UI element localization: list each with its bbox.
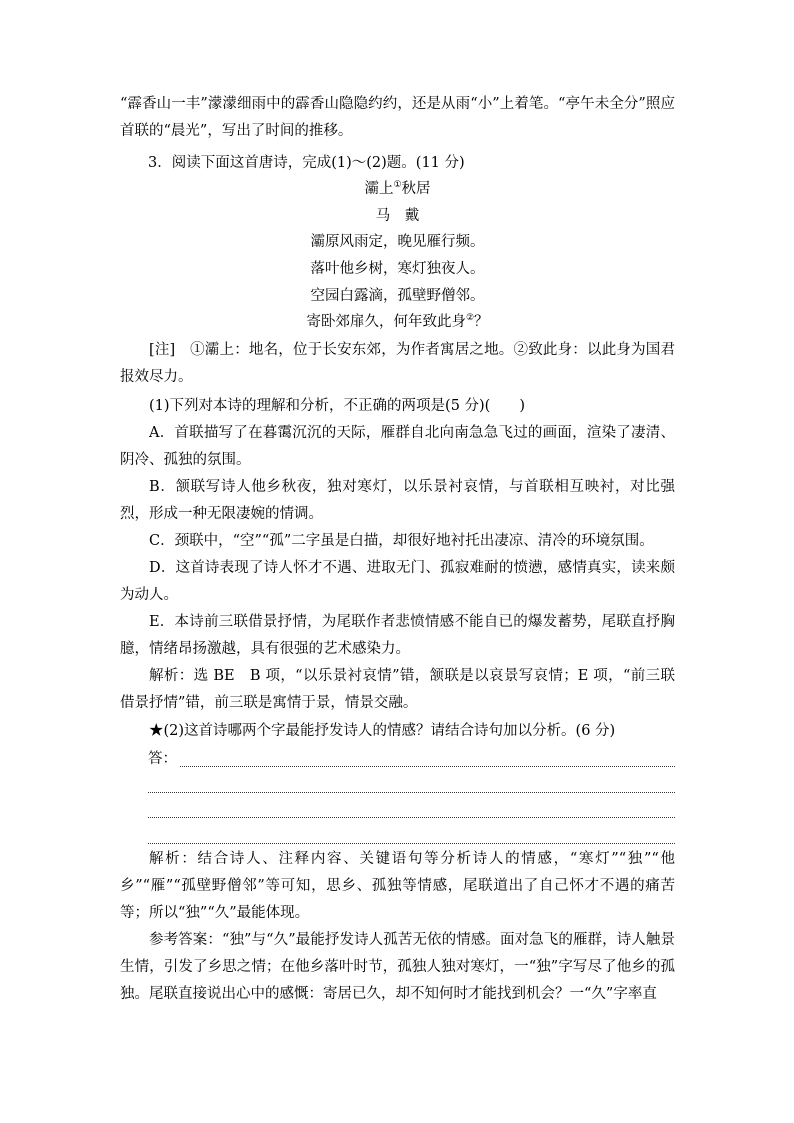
q1-option-c: C．颈联中，“空”“孤”二字虽是白描，却很好地衬托出凄凉、清冷的环境氛围。	[149, 533, 654, 549]
footnote-1-marker: ①	[393, 180, 402, 191]
poem-line: 灞原风雨定，晚见雁行频。	[310, 234, 485, 250]
answer-line[interactable]	[180, 766, 675, 767]
continued-line-2: 照应首联的“晨光”，写出了时间的推移。	[120, 96, 675, 139]
answer-label: 答：	[148, 751, 177, 767]
poem-note: [注] ①灞上：地名，位于长安东郊，为作者寓居之地。②致此身：以此身为国君报效尽力。	[120, 342, 675, 385]
poem-author: 马 戴	[375, 208, 420, 224]
question-3-header: 3．阅读下面这首唐诗，完成(1)～(2)题。(11 分)	[148, 155, 465, 171]
footnote-2-marker: ②	[465, 313, 475, 324]
q1-option-e: E．本诗前三联借景抒情，为尾联作者悲愤情感不能自已的爆发蓄势，尾联直抒胸臆，情绪昂扬激越，具有很强的艺术感染力。	[120, 614, 675, 657]
q1-analysis: 解析：选 BE B 项，“以乐景衬哀情”错，颔联是以哀景写哀情；E 项，“前三联借景抒情”错，前三联是寓情于景，情景交融。	[120, 668, 675, 711]
poem-line: 空园白露滴，孤壁野僧邻。	[310, 288, 485, 304]
q2-reference-answer: 参考答案：“独”与“久”最能抒发诗人孤苦无依的情感。面对急飞的雁群，诗人触景生情，引发了乡思之情；在他乡落叶时节，孤独人独对寒灯，一“独”字写尽了他乡的孤独。尾联直接说出心中的感慨：寄居已久，却不知何时才能找到机会？一“久”字率直	[120, 932, 675, 1002]
q2-stem: ★(2)这首诗哪两个字最能抒发诗人的情感？请结合诗句加以分析。(6 分)	[149, 723, 616, 739]
answer-line[interactable]	[148, 817, 675, 818]
poem-line: 寄卧郊扉久，何年致此身②？	[306, 313, 489, 330]
answer-line[interactable]	[148, 843, 675, 844]
answer-line[interactable]	[148, 792, 675, 793]
continued-paragraph	[120, 91, 675, 145]
q2-analysis: 解析：结合诗人、注释内容、关键语句等分析诗人的情感，“寒灯”“独”“他乡”“雁”“孤壁野僧邻”等可知，思乡、孤独等情感，尾联道出了自己怀才不遇的痛苦等；所以“独”“久”最能体现。	[120, 851, 675, 921]
q1-option-a: A．首联描写了在暮霭沉沉的天际，雁群自北向南急急飞过的画面，渲染了凄清、阴冷、孤独的氛围。	[120, 425, 675, 468]
poem-line: 落叶他乡树，寒灯独夜人。	[310, 261, 485, 277]
q1-option-b: B．颔联写诗人他乡秋夜，独对寒灯，以乐景衬哀情，与首联相互映衬，对比强烈，形成一种无限凄婉的情调。	[120, 479, 675, 522]
q1-option-d: D．这首诗表现了诗人怀才不遇、进取无门、孤寂难耐的愤懑，感情真实，读来颇为动人。	[120, 560, 675, 603]
q1-stem: (1)下列对本诗的理解和分析，不正确的两项是(5 分)( )	[149, 398, 525, 414]
continued-line-1: “霹香山一丰”濛濛细雨中的霹香山隐隐约约，还是从雨“小”上着笔。“亭午未全分”	[120, 96, 646, 112]
poem-title: 灞上①秋居	[364, 180, 431, 197]
